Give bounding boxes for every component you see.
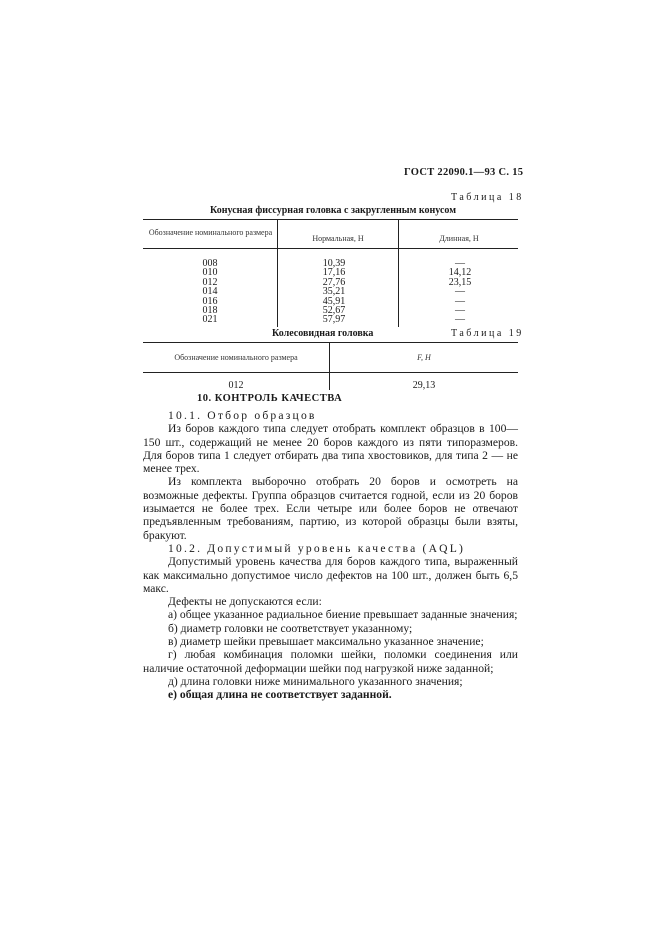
table-cell: — xyxy=(455,305,465,317)
table18-header-rule xyxy=(143,248,518,249)
table-cell: 23,15 xyxy=(448,276,472,288)
table-cell: — xyxy=(455,286,465,298)
table19-header-size: Обозначение номинального размера xyxy=(174,353,298,362)
table-cell: 014 xyxy=(202,286,218,298)
defect-item: д) длина головки ниже минимального указанного значения; xyxy=(168,674,463,688)
defect-item: в) диаметр шейки превышает максимально указанное значение; xyxy=(168,635,484,649)
section-10-1-paragraph-2: Из комплекта выборочно отобрать 20 боров и осмотреть на возможные дефекты. Группа образцов считается годной, если из 20 боров изымается не более трех. Если четыре или более боров не отвечают предъявленным требованиям, партию, из которой образцы были взяты, бракуют. xyxy=(143,475,518,542)
table18-col-normal xyxy=(294,259,374,325)
table19-header-rule xyxy=(143,372,518,373)
table19-col-divider xyxy=(329,342,330,390)
table18-title: Конусная фиссурная головка с закругленным конусом xyxy=(210,205,457,216)
section-10-2-heading: 10.2. Допустимый уровень качества (AQL) xyxy=(168,541,466,555)
table18-col-divider-2 xyxy=(398,219,399,327)
table-cell: 27,76 xyxy=(322,276,346,288)
table18-label: Таблица 18 xyxy=(451,192,524,203)
table-cell: — xyxy=(455,295,465,307)
table18-header-long: Длинная, Н xyxy=(439,234,479,243)
table-cell: 008 xyxy=(202,258,218,269)
table-cell: 45,91 xyxy=(322,295,346,307)
table18-top-rule xyxy=(143,219,518,220)
defect-item: б) диаметр головки не соответствует указанному; xyxy=(168,621,413,635)
table19-label: Таблица 19 xyxy=(451,328,524,339)
table-cell: 17,16 xyxy=(322,267,346,279)
section-10-1 xyxy=(143,409,518,702)
table-cell: 57,97 xyxy=(322,314,346,326)
section-10-1-paragraph-1: Из боров каждого типа следует отобрать комплект образцов в 100—150 шт., содержащий не менее 20 боров каждого из пяти типоразмеров. Для боров типа 1 следует отбирать два типа хвостовиков, для типа 2 — не менее трех. xyxy=(143,422,518,476)
section-10-2-paragraph-1: Допустимый уровень качества для боров каждого типа, выраженный как максимально допустимое число дефектов на 100 шт., должен быть 6,5 макс. xyxy=(143,555,518,595)
table-cell: 018 xyxy=(202,305,218,317)
table19-header-force: F, Н xyxy=(417,353,431,362)
defect-item: а) общее указанное радиальное биение превышает заданные значения; xyxy=(168,608,518,622)
table-cell: 010 xyxy=(202,267,218,279)
defect-item: г) любая комбинация поломки шейки, поломки соединения или наличие остаточной деформации шейки под нагрузкой ниже заданной; xyxy=(143,648,518,675)
table18-col-sizes xyxy=(170,259,250,325)
table-cell: — xyxy=(455,314,465,326)
page-header: ГОСТ 22090.1—93 С. 15 xyxy=(404,167,524,178)
table19-cell-size: 012 xyxy=(228,380,244,391)
defect-item: е) общая длина не соответствует заданной. xyxy=(168,688,392,702)
table19-top-rule xyxy=(143,342,518,343)
section-10-1-heading: 10.1. Отбор образцов xyxy=(168,409,317,422)
section-10-2-paragraph-2: Дефекты не допускаются если: xyxy=(168,595,322,609)
table19-title: Колесовидная головка xyxy=(272,328,374,339)
table18-header-size: Обозначение номинального размера xyxy=(148,228,273,237)
table-cell: 021 xyxy=(202,314,218,326)
table-cell: 016 xyxy=(202,295,218,307)
table18-col-divider-1 xyxy=(277,219,278,327)
table-cell: 52,67 xyxy=(322,305,346,317)
table18-col-long xyxy=(420,259,500,325)
table-cell: 35,21 xyxy=(322,286,346,298)
table-cell: 10,39 xyxy=(322,258,346,269)
table-cell: — xyxy=(455,258,465,269)
section-title: 10. КОНТРОЛЬ КАЧЕСТВА xyxy=(197,393,343,404)
table18-header-normal: Нормальная, Н xyxy=(312,234,364,243)
table-cell: 012 xyxy=(202,276,218,288)
table19-cell-force: 29,13 xyxy=(412,380,436,391)
table-cell: 14,12 xyxy=(448,267,472,279)
